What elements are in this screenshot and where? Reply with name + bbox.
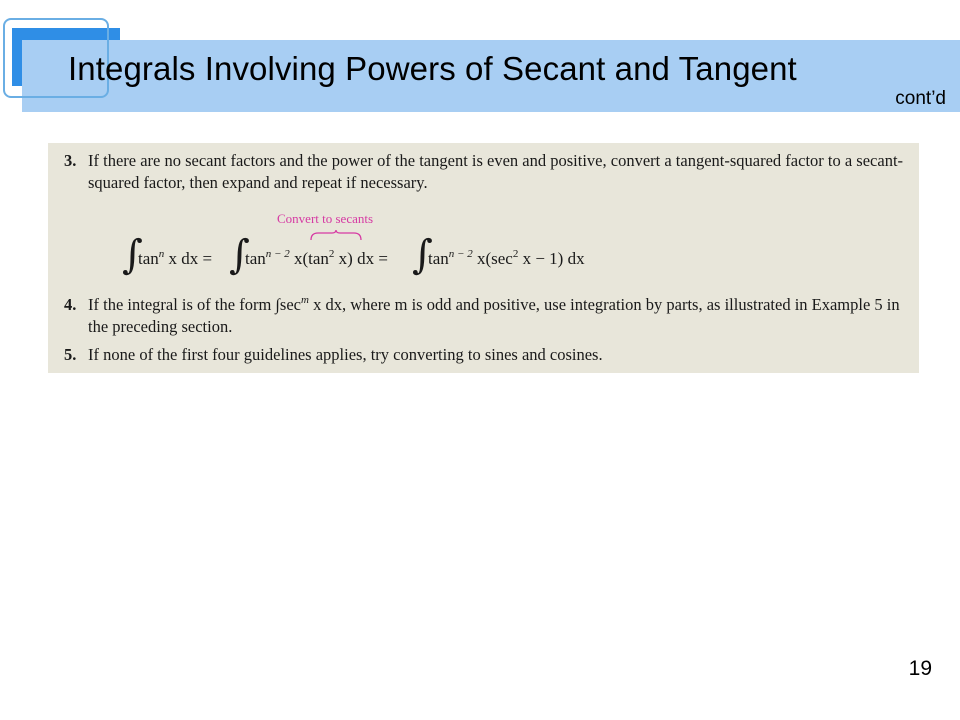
- integral-sign: ∫: [122, 232, 143, 278]
- equation-term-1: $\tan^n x$ dx =: [138, 248, 213, 268]
- integral-sign: ∫: [412, 232, 433, 278]
- continued-label: cont’d: [895, 88, 946, 109]
- guideline-number: 5.: [64, 345, 77, 364]
- guideline-3: [64, 150, 911, 194]
- equation-term-2: $\tan^{n - 2} x(\tan^2$ x) dx =: [245, 248, 388, 268]
- guideline-4: [64, 294, 911, 338]
- guideline-number: 3.: [64, 151, 77, 170]
- tangent-reduction-equation: [122, 232, 642, 285]
- guideline-text: If none of the first four guidelines applies, try converting to sines and cosines.: [88, 345, 603, 364]
- convert-annotation: Convert to secants: [277, 211, 374, 226]
- guideline-text: If there are no secant factors and the power of the tangent is even and positive, convert a tangent-squared factor to a secant-squared factor, then expand and repeat if necessary.: [88, 151, 904, 192]
- guideline-5: [64, 344, 911, 366]
- integral-sign: ∫: [229, 232, 250, 278]
- slide-title: Integrals Involving Powers of Secant and Tangent: [68, 50, 797, 87]
- guideline-text: If the integral is of the form $\int\sec^m$ x dx, where m is odd and positive, use integration by parts, as illustrated in Example 5 in the preceding section.: [88, 294, 900, 336]
- guideline-number: 4.: [64, 295, 77, 314]
- page-number: 19: [908, 657, 932, 680]
- textbook-excerpt: [48, 143, 919, 373]
- equation-term-3: $\tan^{n - 2} x(\sec^2$ x − 1) dx: [428, 248, 585, 268]
